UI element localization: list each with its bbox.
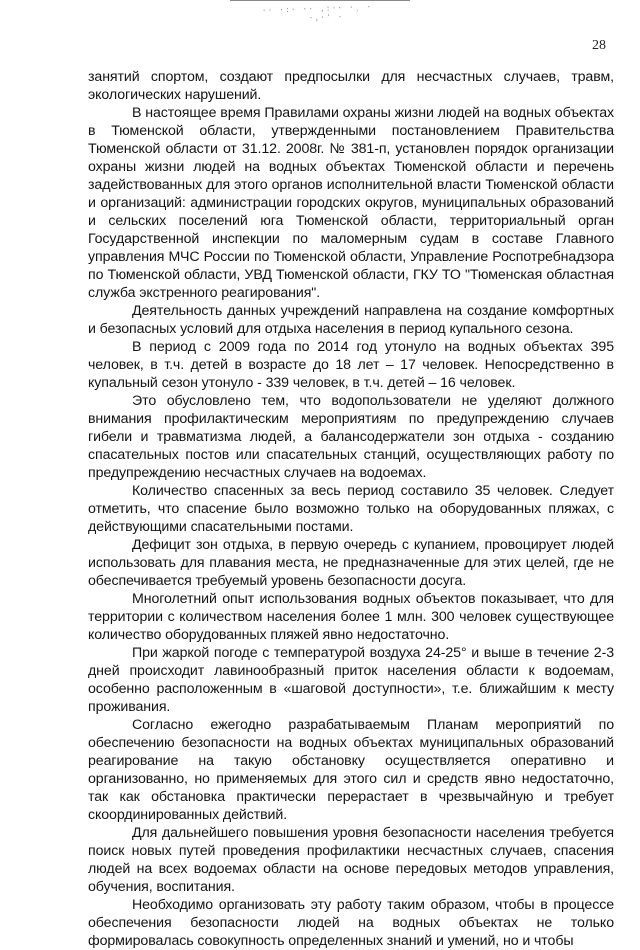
paragraph: При жаркой погоде с температурой воздуха 24-25° и выше в течение 2-3 дней происходит лавинообразный приток населения области к водоемам, особенно расположенным в «шаговой доступности», т.е. ближайшим к месту проживания. <box>88 645 614 715</box>
paragraph: В настоящее время Правилами охраны жизни людей на водных объектах в Тюменской области, утвержденными постановлением Правительства Тюменской области от 31.12. 2008г. № 381-п, установлен порядок организации охраны жизни людей на водных объектах Тюменской области и перечень задействованных для этого органов исполнительной власти Тюменской области и организаций: администрации городских округов, муниципальных образований и сельских поселений юга Тюменской области, территориальный орган Государственной инспекции по маломерным судам в составе Главного управления МЧС России по Тюменской области, Управление Роспотребнадзора по Тюменской области, УВД Тюменской области, ГКУ ТО "Тюменская областная служба экстренного реагирования". <box>88 105 614 301</box>
page-number: 28 <box>592 38 606 53</box>
paragraph: В период с 2009 года по 2014 год утонуло на водных объектах 395 человек, в т.ч. детей в возрасте до 18 лет – 17 человек. Непосредственно в купальный сезон утонуло - 339 человек, в т.ч. детей – 16 человек. <box>88 339 614 391</box>
paragraph: Для дальнейшего повышения уровня безопасности населения требуется поиск новых путей проведения профилактики несчастных случаев, спасения людей на всех водоемах области на основе передовых методов управления, обучения, воспитания. <box>88 825 614 895</box>
paragraph: Деятельность данных учреждений направлена на создание комфортных и безопасных условий для отдыха населения в период купального сезона. <box>88 303 614 337</box>
paragraph: Количество спасенных за весь период составило 35 человек. Следует отметить, что спасение было возможно только на оборудованных пляжах, с действующими спасательными постами. <box>88 483 614 535</box>
paragraph: Это обусловлено тем, что водопользователи не уделяют должного внимания профилактическим мероприятиям по предупреждению случаев гибели и травматизма людей, а балансодержатели зон отдыха - созданию спасательных постов или спасательных станций, осуществляющих работу по предупреждению несчастных случаев на водоемах. <box>88 393 614 481</box>
body-text <box>88 68 614 950</box>
paragraph: Дефицит зон отдыха, в первую очередь с купанием, провоцирует людей использовать для плавания места, не предназначенные для этих целей, где не обеспечивается требуемый уровень безопасности досуга. <box>88 537 614 589</box>
top-edge-rule <box>230 0 410 1</box>
paragraph: Многолетний опыт использования водных объектов показывает, что для территории с количеством населения более 1 млн. 300 человек существующее количество оборудованных пляжей явно недостаточно. <box>88 591 614 643</box>
paragraph: занятий спортом, создают предпосылки для несчастных случаев, травм, экологических нарушений. <box>88 69 614 103</box>
paragraph: Согласно ежегодно разрабатываемым Планам мероприятий по обеспечению безопасности на водных объектах муниципальных образований реагирование на такую обстановку осуществляется оперативно и организованно, но применяемых для этого сил и средств явно недостаточно, так как обстановка практически перерастает в чрезвычайную и требует скоординированных действий. <box>88 717 614 823</box>
paragraph: Необходимо организовать эту работу таким образом, чтобы в процессе обеспечения безопасности людей на водных объектах не только формировалась совокупность определенных знаний и умений, но и чтобы <box>88 897 614 949</box>
faint-stamp-mark: ·· ·:· ·· ,:·· ·¸ · ·,·' · <box>261 2 373 25</box>
